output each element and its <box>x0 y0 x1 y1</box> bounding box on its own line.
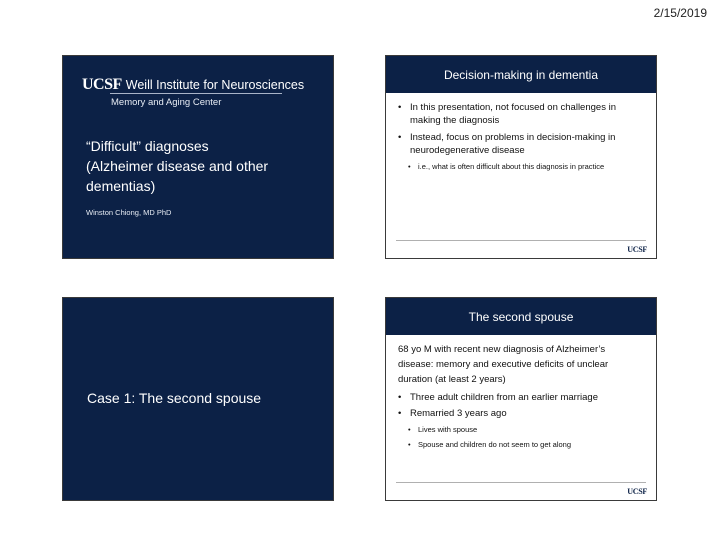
slide-3-heading: Case 1: The second spouse <box>87 390 262 406</box>
ucsf-footer-logo: UCSF <box>627 487 647 496</box>
slide-3-case <box>62 297 334 501</box>
slide-2-title: Decision-making in dementia <box>386 56 656 93</box>
ucsf-weill-logo <box>82 76 304 94</box>
bullet-item: • In this presentation, not focused on challenges in making the diagnosis <box>398 101 642 127</box>
print-date: 2/15/2019 <box>653 6 707 20</box>
slide-1-heading-line: dementias) <box>86 178 156 194</box>
slide-1-heading <box>86 136 321 196</box>
bullet-item: • Remarried 3 years ago <box>398 406 642 421</box>
bullet-item: • Instead, focus on problems in decision-making in neurodegenerative disease <box>398 131 642 157</box>
slide-1-heading-line: “Difficult” diagnoses <box>86 138 209 154</box>
slide-4-body <box>398 342 642 452</box>
footer-divider <box>396 240 646 241</box>
sub-bullet-item: • i.e., what is often difficult about this diagnosis in practice <box>398 161 642 172</box>
slide-1-title <box>62 55 334 259</box>
footer-divider <box>396 482 646 483</box>
slide-4-title: The second spouse <box>386 298 656 335</box>
sub-bullet-item: • Lives with spouse <box>398 422 642 437</box>
institute-name: Weill Institute for Neurosciences <box>125 78 305 92</box>
slide-2-body <box>398 101 642 175</box>
sub-bullet-item: • Spouse and children do not seem to get along <box>398 437 642 452</box>
ucsf-footer-logo: UCSF <box>627 245 647 254</box>
ucsf-logo: UCSF <box>82 76 122 93</box>
bullet-item: • Three adult children from an earlier marriage <box>398 390 642 405</box>
author-name: Winston Chiong, MD PhD <box>86 208 172 217</box>
case-intro: 68 yo M with recent new diagnosis of Alzheimer’s disease: memory and executive deficits of unclear duration (at least 2 years) <box>398 344 609 385</box>
slide-2-decision-making <box>385 55 657 259</box>
center-name: Memory and Aging Center <box>111 97 222 108</box>
slide-1-heading-line: (Alzheimer disease and other <box>86 158 269 174</box>
slide-4-second-spouse <box>385 297 657 501</box>
logo-divider <box>110 93 282 94</box>
